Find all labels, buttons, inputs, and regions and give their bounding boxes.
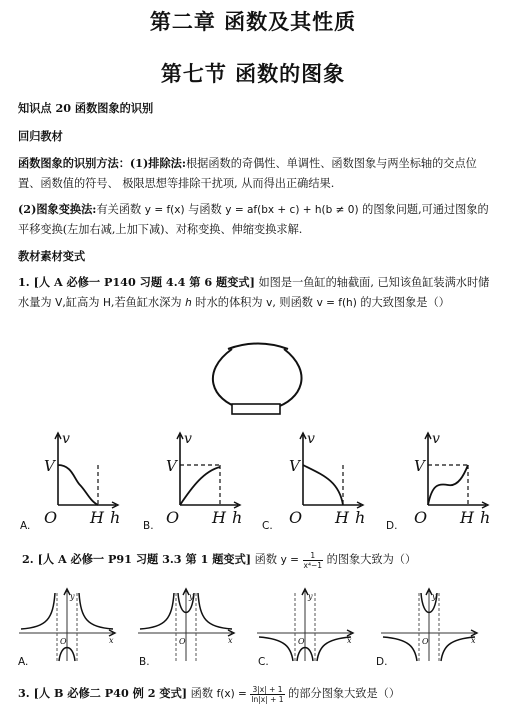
method-sub1: (1)排除法: — [129, 156, 186, 170]
q1-tag: 1. [人 A 必修一 P140 习题 4.4 第 6 题变式] — [18, 275, 255, 289]
axis-label-V: V — [44, 457, 55, 475]
section-title: 第七节 函数的图象 — [160, 61, 346, 86]
axis-label-O: O — [44, 508, 58, 527]
axis-label-y: y — [432, 592, 437, 601]
q1-h: h — [185, 297, 192, 309]
chapter-title: 第二章 函数及其性质 — [149, 9, 357, 34]
axis-label-O: O — [166, 508, 180, 527]
axis-label-x: x — [228, 636, 233, 645]
q2-frac-num: 1 — [303, 551, 324, 561]
method-f1: y = f(x) — [144, 204, 185, 216]
q2-graph-d — [381, 589, 477, 661]
axis-label-V: V — [414, 457, 425, 475]
axis-label-y: y — [308, 592, 313, 601]
q3-paragraph — [18, 683, 493, 704]
q3-frac-num: 3|x| + 1 — [250, 685, 284, 695]
q3-frac-den: ln|x| + 1 — [251, 694, 284, 704]
knowledge-point-heading: 知识点 20 函数图象的识别 — [18, 101, 154, 115]
axis-label-x: x — [347, 636, 352, 645]
q1-option-a[interactable]: A. — [20, 520, 31, 532]
q1-text-d: 时水的体积为 — [195, 296, 263, 309]
q2-text-b: 的图象大致为（） — [326, 553, 417, 566]
q2-text-a: 函数 — [254, 553, 278, 566]
q2-option-a[interactable]: A. — [18, 656, 29, 668]
axis-label-h: h — [110, 508, 121, 527]
axis-label-v: v — [307, 431, 315, 447]
axis-label-v: v — [184, 431, 192, 447]
axis-label-v: v — [62, 431, 70, 447]
q1-text-b: ,缸高为 — [62, 296, 100, 309]
axis-label-y: y — [70, 592, 75, 601]
q1-text-e: , 则函数 — [272, 296, 313, 309]
axis-label-h: h — [355, 508, 366, 527]
q2-graph-c — [257, 589, 353, 661]
axis-label-O: O — [60, 637, 67, 646]
q1-option-d[interactable]: D. — [386, 520, 398, 532]
axis-label-v: v — [432, 431, 440, 447]
q3-fraction — [250, 685, 284, 704]
q1-option-c[interactable]: C. — [262, 520, 273, 532]
q2-graph-a — [19, 589, 115, 661]
axis-label-V: V — [289, 457, 300, 475]
method-text2a: 有关函数 — [96, 203, 142, 216]
method-text1: 根据函数的奇偶性、单调性、函数图象与两坐标轴的交点位置、函数值的符号、 极限思想等排除干扰项, 从而得出正确结果. — [18, 157, 477, 190]
axis-label-O: O — [414, 508, 428, 527]
q3-func-lhs: f(x) = — [216, 688, 247, 700]
method-text2c: 的图象问题,可通过图象的平移变换(左加右减,上加下减)、对称变换、伸缩变换求解. — [18, 203, 489, 236]
q3-text-a: 函数 — [190, 687, 214, 700]
axis-label-h: h — [480, 508, 491, 527]
q1-func: v = f(h) — [316, 297, 357, 309]
textbook-variants-heading: 教材素材变式 — [18, 249, 86, 263]
axis-label-H: H — [90, 508, 104, 527]
q2-frac-den: x⁴−1 — [303, 560, 323, 570]
q1-option-b[interactable]: B. — [143, 520, 154, 532]
q2-graph-b — [138, 589, 234, 661]
q2-tag: 2. [人 A 必修一 P91 习题 3.3 第 1 题变式] — [22, 552, 252, 566]
method-text2b: 与函数 — [188, 203, 222, 216]
method-sub2: (2)图象变换法: — [18, 202, 97, 216]
axis-label-H: H — [212, 508, 226, 527]
q1-V: V — [55, 297, 63, 309]
q1-text-a: 如图是一鱼缸的轴截面, 已知该鱼缸装满水时储水量为 — [18, 276, 490, 309]
method-f2: y = af(bx + c) + h(b ≠ 0) — [225, 204, 359, 216]
axis-label-h: h — [232, 508, 243, 527]
axis-label-H: H — [335, 508, 349, 527]
q3-tag: 3. [人 B 必修二 P40 例 2 变式] — [18, 686, 188, 700]
q2-func-lhs: y = — [280, 554, 299, 566]
q2-option-c[interactable]: C. — [258, 656, 269, 668]
axis-label-x: x — [471, 636, 476, 645]
axis-label-O: O — [422, 637, 429, 646]
q1-text-c: ,若鱼缸水深为 — [110, 296, 182, 309]
axis-label-O: O — [298, 637, 305, 646]
axis-label-x: x — [109, 636, 114, 645]
return-textbook-heading: 回归教材 — [18, 129, 63, 143]
axis-label-H: H — [460, 508, 474, 527]
method-label: 函数图象的识别方法： — [18, 156, 130, 170]
q2-option-d[interactable]: D. — [376, 656, 388, 668]
q3-text-b: 的部分图象大致是（） — [288, 687, 401, 700]
axis-label-V: V — [166, 457, 177, 475]
axis-label-O: O — [179, 637, 186, 646]
q1-H: H — [103, 297, 111, 309]
q1-text-f: 的大致图象是（） — [360, 296, 450, 309]
axis-label-O: O — [289, 508, 303, 527]
q1-v: v — [266, 297, 273, 309]
q2-option-b[interactable]: B. — [139, 656, 150, 668]
axis-label-y: y — [189, 592, 194, 601]
